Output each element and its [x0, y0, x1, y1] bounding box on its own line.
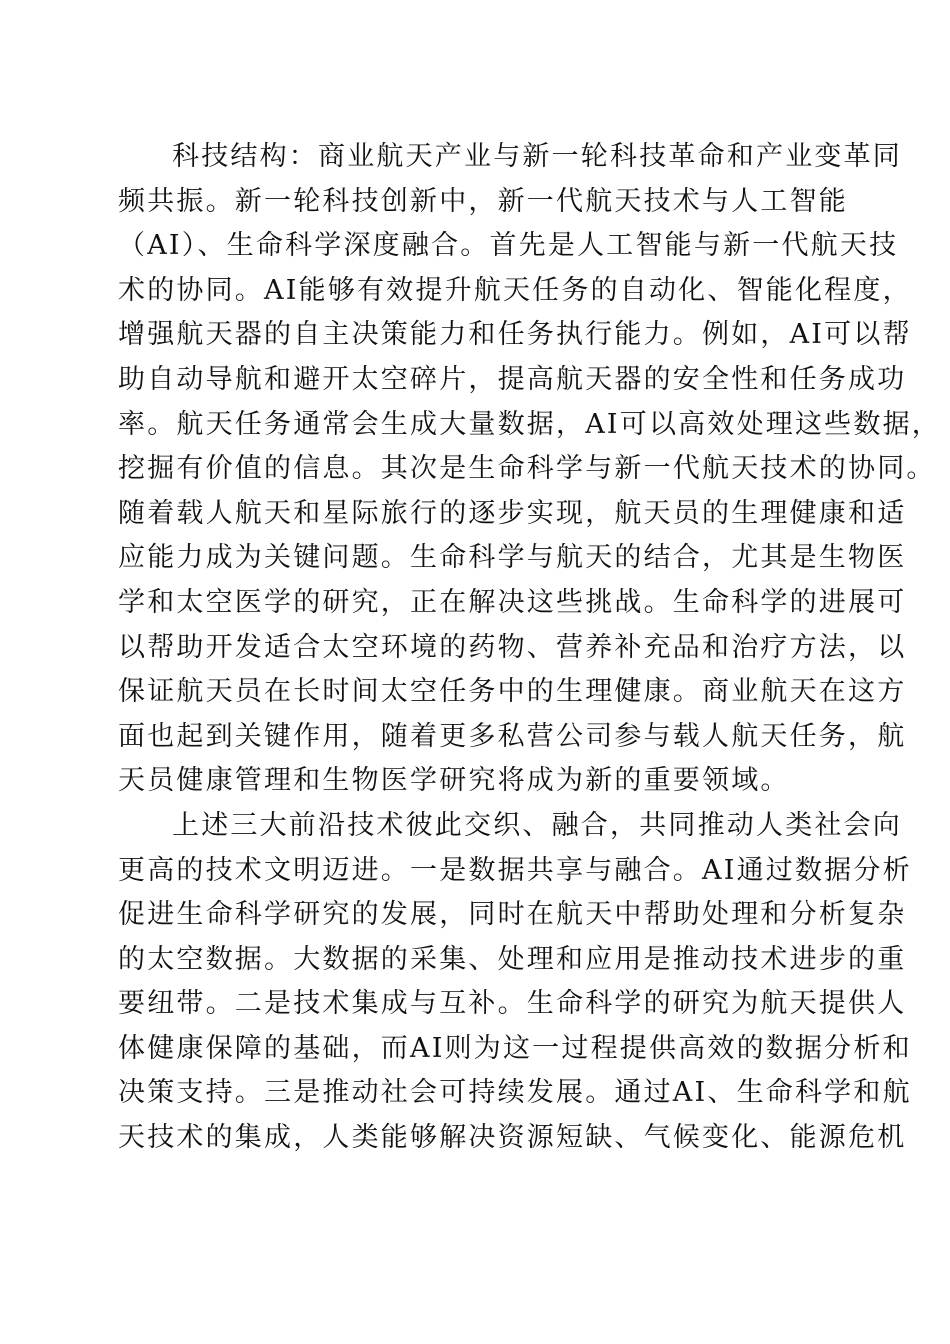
text-line: 决策支持。三是推动社会可持续发展。通过AI、生命科学和航: [118, 1077, 912, 1109]
text-line: 以帮助开发适合太空环境的药物、营养补充品和治疗方法，以: [118, 631, 907, 663]
text-line: 促进生命科学研究的发展，同时在航天中帮助处理和分析复杂: [118, 899, 907, 931]
text-line: 更高的技术文明迈进。一是数据共享与融合。AI通过数据分析: [118, 854, 912, 886]
paragraph-three-technologies: [118, 804, 912, 1161]
text-line: 挖掘有价值的信息。其次是生命科学与新一代航天技术的协同。: [118, 453, 936, 485]
text-line: 率。航天任务通常会生成大量数据，AI可以高效处理这些数据，: [118, 408, 941, 440]
text-line: （AI）、生命科学深度融合。首先是人工智能与新一代航天技: [118, 230, 899, 262]
text-line: 上述三大前沿技术彼此交织、融合，共同推动人类社会向: [172, 809, 902, 841]
text-line: 助自动导航和避开太空碎片，提高航天器的安全性和任务成功: [118, 363, 907, 395]
text-line: 应能力成为关键问题。生命科学与航天的结合，尤其是生物医: [118, 542, 907, 574]
text-line: 术的协同。AI能够有效提升航天任务的自动化、智能化程度，: [118, 274, 912, 306]
text-line: 频共振。新一轮科技创新中，新一代航天技术与人工智能: [118, 185, 848, 217]
document-body: [118, 135, 941, 1161]
text-line: 增强航天器的自主决策能力和任务执行能力。例如，AI可以帮: [118, 319, 912, 351]
text-line: 面也起到关键作用，随着更多私营公司参与载人航天任务，航: [118, 720, 907, 752]
text-line: 随着载人航天和星际旅行的逐步实现，航天员的生理健康和适: [118, 497, 907, 529]
text-line: 学和太空医学的研究，正在解决这些挑战。生命科学的进展可: [118, 586, 907, 618]
text-line: 的太空数据。大数据的采集、处理和应用是推动技术进步的重: [118, 943, 907, 975]
text-line: 天技术的集成，人类能够解决资源短缺、气候变化、能源危机: [118, 1122, 907, 1154]
text-line: 要纽带。二是技术集成与互补。生命科学的研究为航天提供人: [118, 988, 907, 1020]
text-line: 天员健康管理和生物医学研究将成为新的重要领域。: [118, 765, 790, 797]
paragraph-tech-structure: [118, 135, 941, 804]
text-line: 保证航天员在长时间太空任务中的生理健康。商业航天在这方: [118, 676, 907, 708]
text-line: 科技结构：商业航天产业与新一轮科技革命和产业变革同: [172, 141, 902, 172]
text-line: 体健康保障的基础，而AI则为这一过程提供高效的数据分析和: [118, 1032, 912, 1064]
